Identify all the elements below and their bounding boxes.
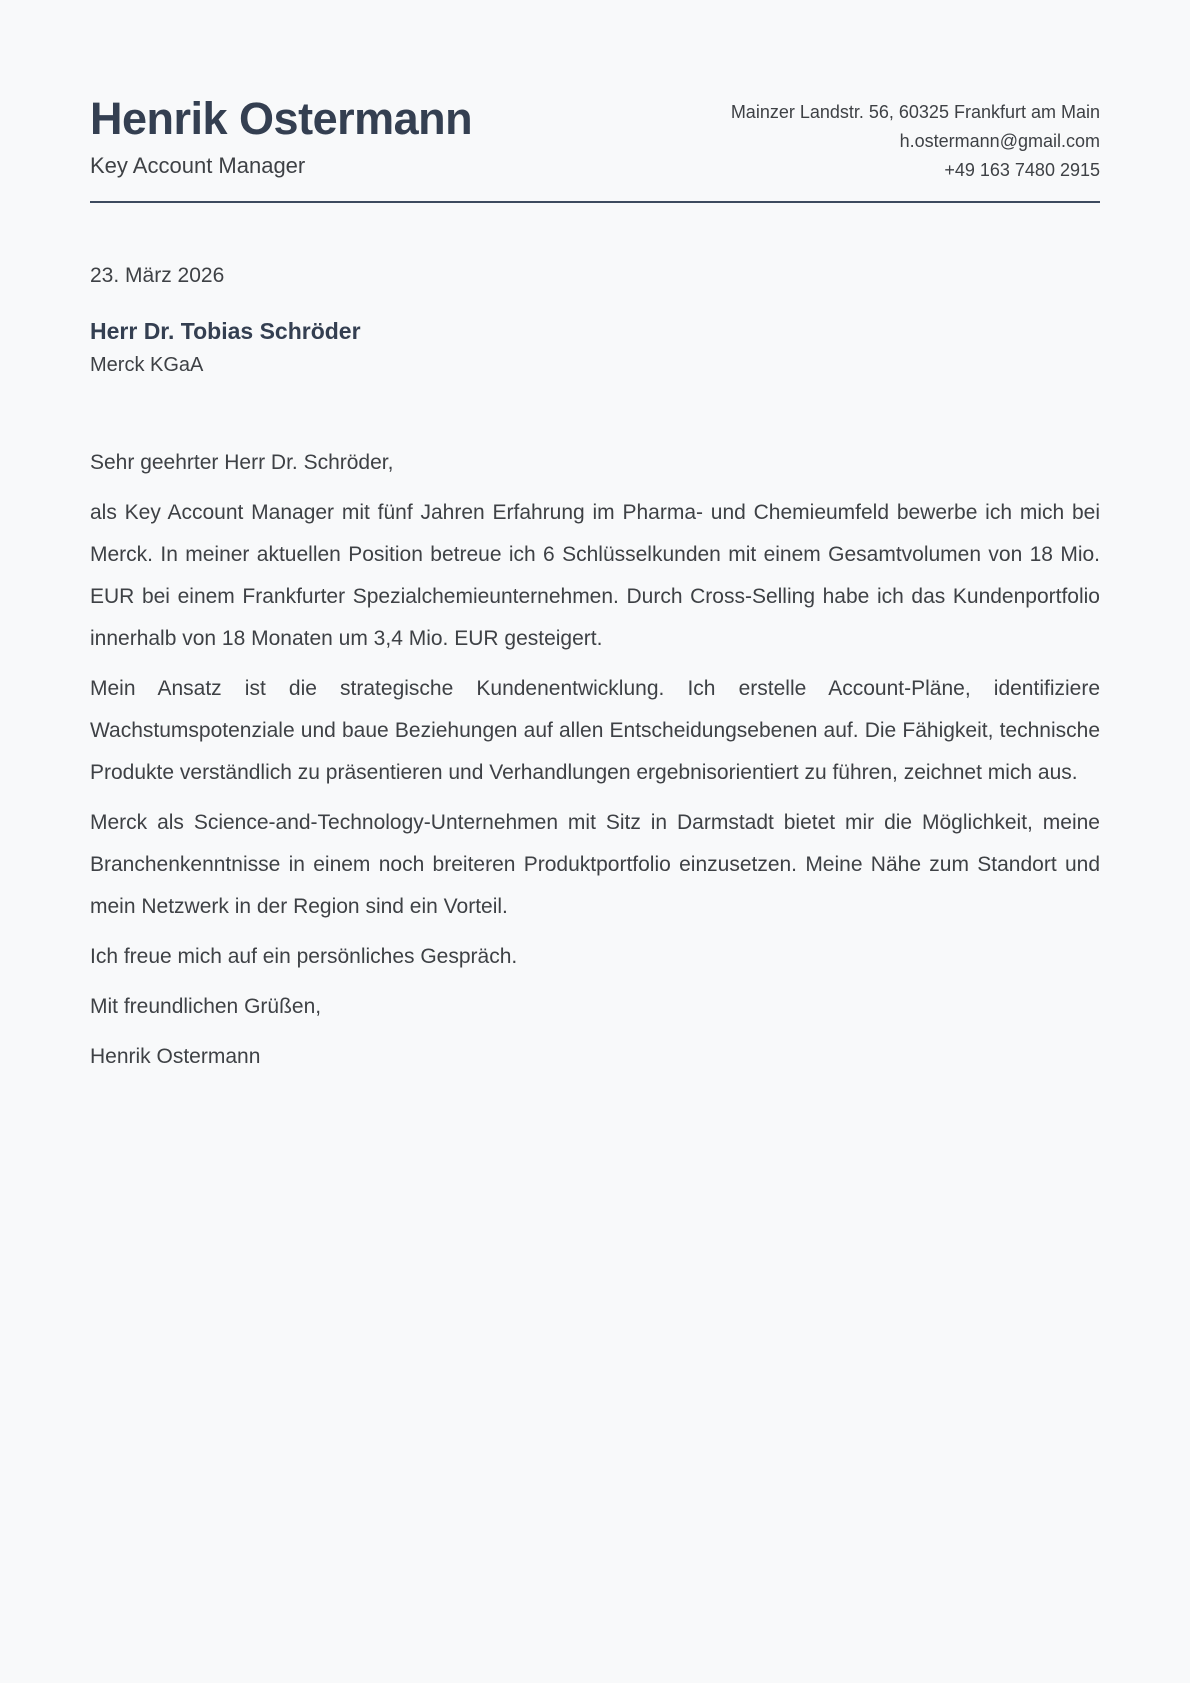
recipient-name: Herr Dr. Tobias Schröder xyxy=(90,318,361,344)
contact-block xyxy=(731,96,1100,185)
recipient-company: Merck KGaA xyxy=(90,354,204,376)
contact-address: Mainzer Landstr. 56, 60325 Frankfurt am Main xyxy=(730,102,1100,122)
closing-line: Ich freue mich auf ein persönliches Gespräch. xyxy=(90,945,518,968)
header-divider xyxy=(90,201,1100,203)
contact-email: h.ostermann@gmail.com xyxy=(899,131,1100,151)
sender-name: Henrik Ostermann xyxy=(90,93,473,144)
signoff: Mit freundlichen Grüßen, xyxy=(90,995,322,1018)
sender-job-title: Key Account Manager xyxy=(90,153,306,178)
contact-phone: +49 163 7480 2915 xyxy=(944,160,1100,180)
body-paragraph-1: als Key Account Manager mit fünf Jahren Erfahrung im Pharma- und Chemieumfeld bewerbe ich mich bei Merck. In meiner aktuellen Position betreue ich 6 Schlüsselkunden mit einem Gesamtvolumen von 18 Mio. EUR bei einem Frankfurter Spezialchemieunternehmen. Durch Cross-Selling habe ich das Kundenportfolio innerhalb von 18 Monaten um 3,4 Mio. EUR gesteigert. xyxy=(90,501,1100,650)
body-paragraph-2: Mein Ansatz ist die strategische Kundenentwicklung. Ich erstelle Account-Pläne, identifiziere Wachstumspotenziale und baue Beziehungen auf allen Entscheidungsebenen auf. Die Fähigkeit, technische Produkte verständlich zu präsentieren und Verhandlungen ergebnisorientiert zu führen, zeichnet mich aus. xyxy=(90,677,1100,784)
letter-body xyxy=(90,492,1100,1078)
salutation: Sehr geehrter Herr Dr. Schröder, xyxy=(90,451,394,474)
letter-header xyxy=(90,93,1100,185)
sender-identity xyxy=(90,93,473,179)
body-paragraph-3: Merck als Science-and-Technology-Unternehmen mit Sitz in Darmstadt bietet mir die Möglichkeit, meine Branchenkenntnisse in einem noch breiteren Produktportfolio einzusetzen. Meine Nähe zum Standort und mein Netzwerk in der Region sind ein Vorteil. xyxy=(90,811,1100,918)
signature-name: Henrik Ostermann xyxy=(90,1045,261,1068)
letter-date: 23. März 2026 xyxy=(90,264,225,287)
